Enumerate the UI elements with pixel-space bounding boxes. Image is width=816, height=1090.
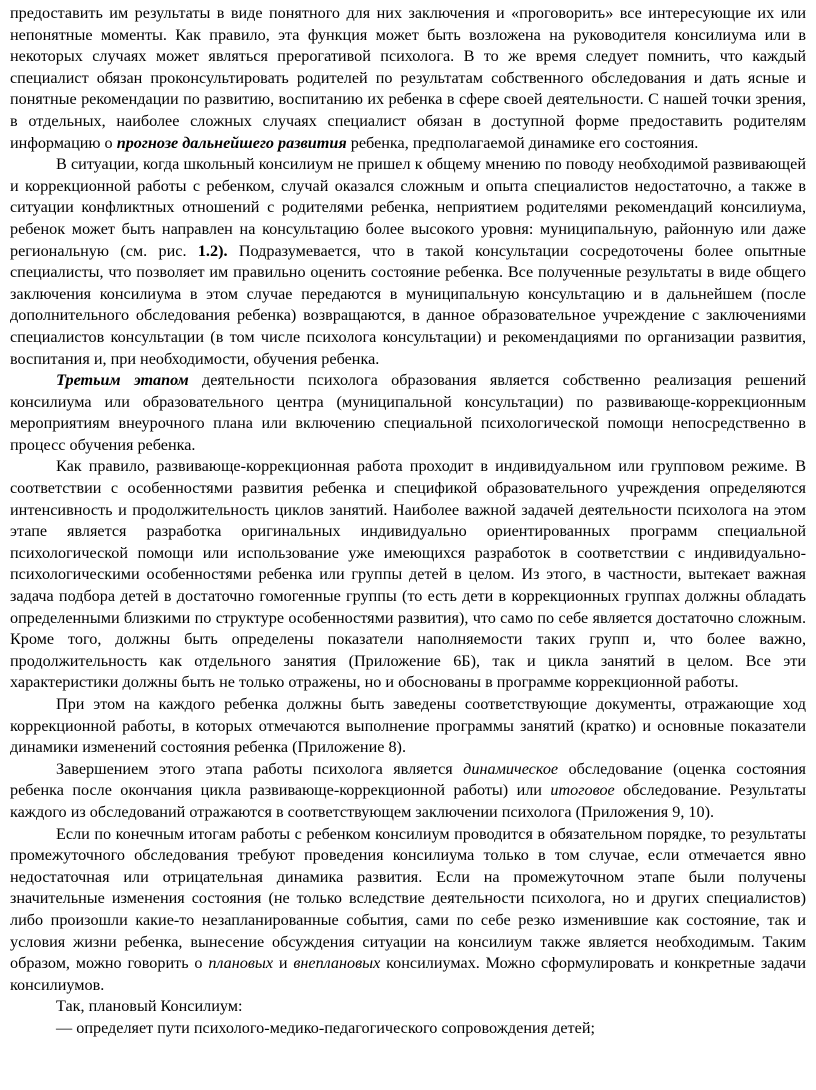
- paragraph-text: деятельности психолога образования является собственно реализация решений консилиума или образовательного центра (муниципальной консультации) по развивающе-коррекционным мероприятиям внеурочного плана или включению специальной психологической помощи непосредственно в процесс обучения ребенка.: [10, 371, 806, 454]
- paragraph-text: При этом на каждого ребенка должны быть заведены соответствующие документы, отражающие ход коррекционной работы, в которых отмечаются выполнение программы занятий (кратко) и основные показатели динамики изменений состояния ребенка (Приложение 8).: [10, 695, 806, 757]
- emphasis-text: прогнозе дальнейшего развития: [116, 133, 347, 152]
- emphasis-text: Третьим этапом: [56, 371, 189, 390]
- paragraph-text: и: [273, 954, 294, 973]
- paragraph-text: обследование (оценка состояния ребенка после окончания цикла развивающе-коррекционной работы) или: [10, 759, 806, 800]
- emphasis-text: итоговое: [550, 781, 615, 800]
- paragraph-text: обследование. Результаты каждого из обследований отражаются в соответствующем заключении психолога (Приложения 9, 10).: [10, 781, 806, 821]
- emphasis-text: динамическое: [463, 759, 559, 778]
- paragraph-p9: [10, 1018, 806, 1040]
- paragraph-p3: [10, 370, 806, 456]
- paragraph-text: ребенка, предполагаемой динамике его состояния.: [346, 133, 699, 152]
- paragraph-text: В ситуации, когда школьный консилиум не пришел к общему мнению по поводу необходимой развивающей и коррекционной работы с ребенком, случай оказался сложным и опыта специалистов недостаточно, а также в ситуации конфликтных отношений с родителями ребенка, неприятием родителями рекомендаций консилиума, ребенок может быть направлен на консультацию более высокого уровня: муниципальную, районную или даже региональную (см. рис.: [10, 155, 806, 260]
- paragraph-p6: [10, 759, 806, 824]
- paragraph-p2: [10, 154, 806, 370]
- paragraph-text: Подразумевается, что в такой консультации сосредоточены более опытные специалисты, что позволяет им правильно оценить состояние ребенка. Все полученные результаты в виде общего заключения консилиума в этом случае передаются в муниципальную консультацию и в дальнейшем (после дополнительного обследования ребенка) возвращаются, в данное образовательное учреждение с заключениями специалистов консультации (в том числе психолога консультации) и рекомендациями по организации развития, воспитания и, при необходимости, обучения ребенка.: [10, 241, 806, 368]
- emphasis-text: 1.2).: [197, 241, 228, 260]
- paragraph-p7: [10, 824, 806, 997]
- paragraph-text: Если по конечным итогам работы с ребенком консилиум проводится в обязательном порядке, то результаты промежуточного обследования требуют проведения консилиума только в том случае, если отмечается явно недостаточная или отрицательная динамика развития. Если на промежуточном этапе были получены значительные изменения состояния (не только вследствие деятельности психолога, но и других специалистов) либо произошли какие-то незапланированные события, сами по себе резко изменившие как состояние, так и условия жизни ребенка, вынесение обсуждения ситуации на консилиум также является необходимым. Таким образом, можно говорить о: [10, 824, 806, 973]
- emphasis-text: внеплановых: [293, 954, 381, 973]
- paragraph-text: Так, плановый Консилиум:: [56, 997, 243, 1016]
- emphasis-text: плановых: [208, 954, 274, 973]
- paragraph-p8: [10, 996, 806, 1018]
- paragraph-text: консилиумах. Можно сформулировать и конкретные задачи консилиумов.: [10, 954, 807, 994]
- paragraph-p1: [10, 3, 806, 154]
- document-body: [10, 3, 806, 1040]
- paragraph-p5: [10, 694, 806, 759]
- paragraph-text: Как правило, развивающе-коррекционная работа проходит в индивидуальном или групповом режиме. В соответствии с особенностями развития ребенка и спецификой образовательного учреждения определяются интенсивность и продолжительность циклов занятий. Наиболее важной задачей деятельности психолога на этом этапе является разработка оригинальных индивидуально ориентированных программ специальной психологической помощи или использование уже имеющихся разработок в соответствии с индивидуально-психологическими особенностями ребенка или группы детей в целом. Из этого, в частности, вытекает важная задача подбора детей в достаточно гомогенные группы (то есть дети в коррекционных группах должны обладать определенными близкими по структуре особенностями развития), что само по себе является достаточно сложным. Кроме того, должны быть определены показатели наполняемости таких групп и, что более важно, продолжительность как отдельного занятия (Приложение 6Б), так и цикла занятий в целом. Все эти характеристики должны быть не только отражены, но и обоснованы в программе коррекционной работы.: [10, 457, 806, 692]
- paragraph-text: Завершением этого этапа работы психолога является: [56, 759, 464, 778]
- paragraph-p4: [10, 456, 806, 694]
- paragraph-text: предоставить им результаты в виде понятного для них заключения и «проговорить» все интересующие их или непонятные моменты. Как правило, эта функция может быть возложена на руководителя консилиума или в некоторых случаях может являться прерогативой психолога. В то же время следует помнить, что каждый специалист обязан проконсультировать родителей по результатам собственного обследования и дать ясные и понятные рекомендации по развитию, воспитанию их ребенка в сфере своей деятельности. С нашей точки зрения, в отдельных, наиболее сложных случаях специалист обязан в доступной форме предоставить родителям информацию о: [10, 4, 806, 152]
- paragraph-text: — определяет пути психолого-медико-педагогического сопровождения детей;: [56, 1018, 595, 1037]
